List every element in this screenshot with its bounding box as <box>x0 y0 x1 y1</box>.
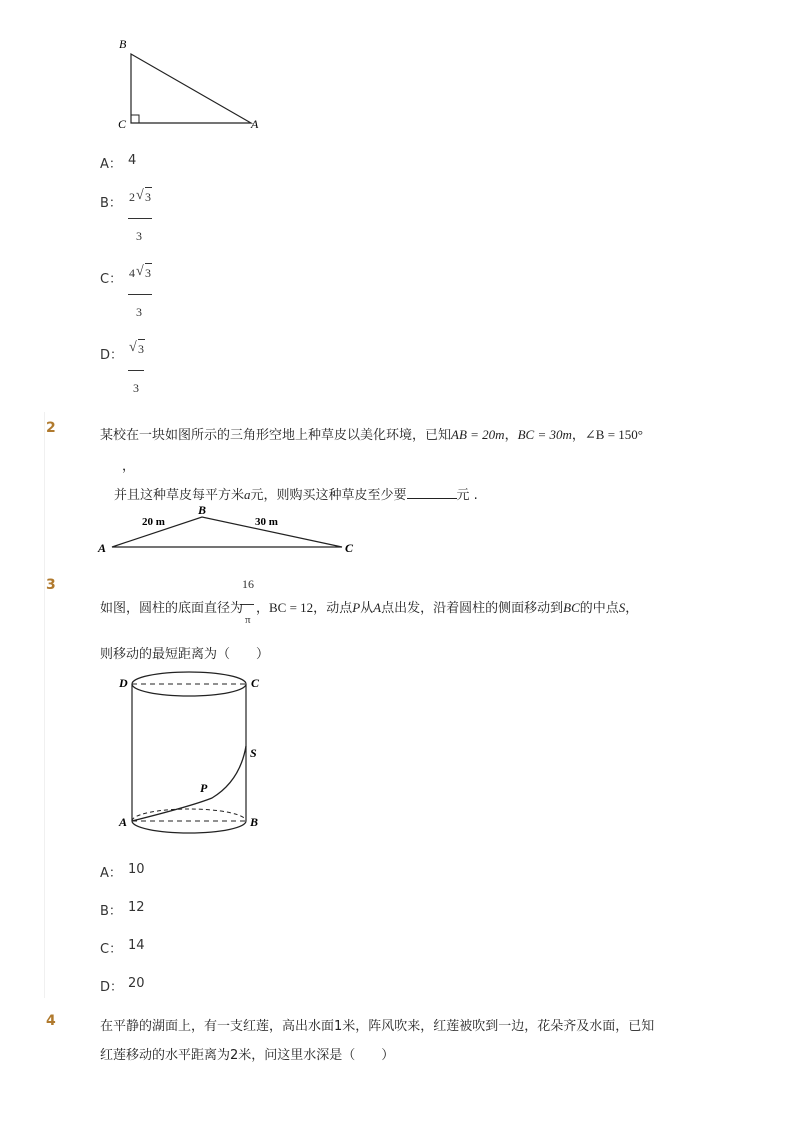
option-value: 20 <box>128 976 145 991</box>
point-s-label: S <box>250 746 257 760</box>
option-denominator: 3 <box>133 381 139 395</box>
q2-var-a: a <box>244 487 251 502</box>
vertex-d-label: D <box>119 676 128 690</box>
option-radicand: 3 <box>145 190 151 204</box>
option-label: B： <box>100 196 122 211</box>
option-coef: 2 <box>129 190 135 204</box>
vertex-c-label: C <box>118 117 127 131</box>
q3-text: 点出发，沿着圆柱的侧面移动到 <box>381 601 564 616</box>
fraction-bar <box>128 218 152 219</box>
vertex-b-label: B <box>119 37 127 51</box>
triangle-abc <box>131 54 251 123</box>
option-label: C： <box>100 942 123 957</box>
cylinder-figure <box>112 666 272 842</box>
q3-frac-denominator: π <box>245 614 251 626</box>
question-number: 2 <box>46 420 56 436</box>
q3-text: 的中点 <box>579 601 619 616</box>
fraction-bar <box>128 294 152 295</box>
q3-text-line1-rest <box>256 597 638 616</box>
option-label: C： <box>100 272 123 287</box>
option-denominator: 3 <box>136 305 142 319</box>
vertex-a-label: A <box>98 541 107 555</box>
vertex-c-label: C <box>251 676 260 690</box>
vertex-a-label: A <box>119 815 128 829</box>
q4-text-line2: 红莲移动的水平距离为2米，问这里水深是（ ） <box>100 1048 395 1063</box>
right-triangle-figure <box>110 30 270 135</box>
vertex-b-label: B <box>198 503 207 517</box>
q3-text: 动点 <box>326 601 353 616</box>
option-label: A： <box>100 157 122 172</box>
option-radicand: 3 <box>138 342 144 356</box>
cylinder-bottom-front <box>132 821 246 833</box>
vertex-b-label: B <box>250 815 259 829</box>
option-radicand: 3 <box>145 266 151 280</box>
side-ab-label: 20 m <box>142 516 165 528</box>
q2-line2-start: 并且这种草皮每平方米 <box>114 488 245 503</box>
q2-cond-bc: BC = 30m <box>517 427 572 442</box>
shortest-path-curve <box>132 746 246 821</box>
q4-text-line1: 在平静的湖面上，有一支红莲，高出水面1米，阵风吹来，红莲被吹到一边，花朵齐及水面，已知 <box>100 1019 655 1034</box>
cylinder-bottom-back <box>132 809 246 821</box>
right-angle-mark <box>131 115 139 123</box>
q2-cond-angle: ∠B = 150° <box>584 427 643 442</box>
q2-sep: ， <box>571 428 585 443</box>
option-label: B： <box>100 904 122 919</box>
vertex-a-label: A <box>251 117 259 131</box>
q3-var-s: S <box>618 600 626 615</box>
q3-text-line2: 则移动的最短距离为（ ） <box>100 647 270 662</box>
question-number: 4 <box>46 1013 56 1029</box>
q3-text: 从 <box>360 601 374 616</box>
option-value: 4 <box>128 153 137 168</box>
question-number: 3 <box>46 577 56 593</box>
q2-text-line2 <box>114 484 478 503</box>
q3-var-p: P <box>352 600 361 615</box>
q3-var-a: A <box>373 600 382 615</box>
option-denominator: 3 <box>136 229 142 243</box>
sqrt-sign: √ <box>136 188 144 203</box>
radical-bar <box>145 187 152 188</box>
q2-text-line1 <box>100 424 643 443</box>
q2-line2-end: 元 . <box>456 488 478 503</box>
q3-text-line1-start: 如图，圆柱的底面直径为 <box>100 601 244 616</box>
vertex-c-label: C <box>345 541 354 555</box>
radical-bar <box>138 339 145 340</box>
sqrt-sign: √ <box>129 340 137 355</box>
option-label: A： <box>100 866 122 881</box>
side-bc-label: 30 m <box>255 516 278 528</box>
option-value: 14 <box>128 938 145 953</box>
question-list-divider <box>44 412 45 998</box>
q2-cond-ab: AB = 20m <box>451 427 505 442</box>
q2-line2-mid: 元，则购买这种草皮至少要 <box>250 488 407 503</box>
radical-bar <box>145 263 152 264</box>
option-value: 10 <box>128 862 145 877</box>
q3-var-bc: BC <box>563 600 580 615</box>
option-coef: 4 <box>129 266 135 280</box>
option-value: 12 <box>128 900 145 915</box>
q2-text-start: 某校在一块如图所示的三角形空地上种草皮以美化环境，已知 <box>100 428 452 443</box>
q3-frac-numerator: 16 <box>242 577 254 591</box>
point-p-label: P <box>200 781 208 795</box>
q3-text: ， <box>625 601 639 616</box>
option-label: D： <box>100 980 124 995</box>
q3-cond-bc: ，BC = 12， <box>256 600 327 615</box>
option-label: D： <box>100 348 124 363</box>
obtuse-triangle-figure <box>95 502 365 558</box>
sqrt-sign: √ <box>136 264 144 279</box>
fraction-bar <box>128 370 144 371</box>
q2-sep: ， <box>504 428 518 443</box>
q2-comma: ， <box>122 459 136 474</box>
answer-blank[interactable] <box>407 486 457 499</box>
